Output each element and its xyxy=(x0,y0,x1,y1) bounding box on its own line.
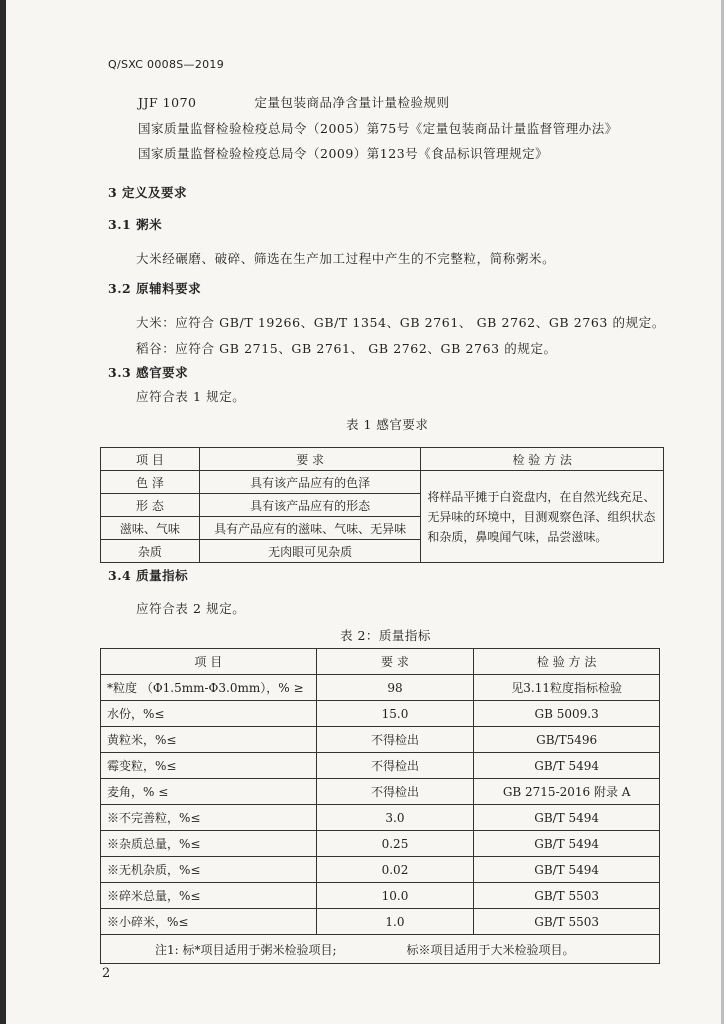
row-item: 滋味、气味 xyxy=(101,517,200,540)
table-row xyxy=(101,831,660,857)
row-item: 水份，%≤ xyxy=(101,701,317,727)
note-left: 注1: 标*项目适用于粥米检验项目; xyxy=(155,942,337,957)
table-row xyxy=(101,753,660,779)
header-requirement: 要 求 xyxy=(199,448,421,471)
table-row xyxy=(101,909,660,935)
row-requirement: 1.0 xyxy=(316,909,474,935)
table-2-caption: 表 2：质量指标 xyxy=(340,628,431,643)
header-method: 检 验 方 法 xyxy=(474,649,660,675)
section-3-4-body: 应符合表 2 规定。 xyxy=(136,601,246,616)
row-requirement: 无肉眼可见杂质 xyxy=(199,540,421,563)
row-method: GB/T 5494 xyxy=(474,753,660,779)
table-row xyxy=(101,779,660,805)
row-requirement: 0.25 xyxy=(316,831,474,857)
row-item: 霉变粒，%≤ xyxy=(101,753,317,779)
row-item: 麦角，% ≤ xyxy=(101,779,317,805)
row-method: GB/T 5503 xyxy=(474,909,660,935)
header-item: 项 目 xyxy=(101,448,200,471)
table-row xyxy=(101,857,660,883)
reference-1 xyxy=(138,93,450,111)
row-requirement: 0.02 xyxy=(316,857,474,883)
row-requirement: 不得检出 xyxy=(316,779,474,805)
document-code: Q/SXC 0008S—2019 xyxy=(108,58,225,71)
row-requirement: 不得检出 xyxy=(316,753,474,779)
table-note-row xyxy=(101,935,660,964)
header-item: 项 目 xyxy=(101,649,317,675)
reference-3: 国家质量监督检验检疫总局令（2009）第123号《食品标识管理规定》 xyxy=(138,146,549,161)
row-requirement: 具有该产品应有的形态 xyxy=(199,494,421,517)
row-item: *粒度 （Φ1.5mm-Φ3.0mm），% ≥ xyxy=(101,675,317,701)
section-3-1-body: 大米经碾磨、破碎、筛选在生产加工过程中产生的不完整粒，简称粥米。 xyxy=(136,251,556,266)
section-3-2-paddy: 稻谷：应符合 GB 2715、GB 2761、 GB 2762、GB 2763 的规定。 xyxy=(136,341,557,356)
row-requirement: 具有该产品应有的色泽 xyxy=(199,471,421,494)
row-requirement: 不得检出 xyxy=(316,727,474,753)
section-3-3-title: 3.3 感官要求 xyxy=(108,365,189,380)
method-cell: 将样品平摊于白瓷盘内，在自然光线充足、无异味的环境中，目测观察色泽、组织状态和杂质，鼻嗅闻气味，品尝滋味。 xyxy=(421,471,664,563)
row-requirement: 98 xyxy=(316,675,474,701)
row-item: 杂质 xyxy=(101,540,200,563)
scan-edge xyxy=(0,0,6,1024)
table-quality xyxy=(100,648,660,964)
row-item: 黄粒米，%≤ xyxy=(101,727,317,753)
header-method: 检 验 方 法 xyxy=(421,448,664,471)
table-header-row xyxy=(101,649,660,675)
table-row xyxy=(101,675,660,701)
reference-2: 国家质量监督检验检疫总局令（2005）第75号《定量包装商品计量监督管理办法》 xyxy=(138,121,618,136)
header-requirement: 要 求 xyxy=(316,649,474,675)
row-method: GB 2715-2016 附录 A xyxy=(474,779,660,805)
table-1-caption: 表 1 感官要求 xyxy=(346,417,429,432)
row-requirement: 10.0 xyxy=(316,883,474,909)
row-item: ※杂质总量，%≤ xyxy=(101,831,317,857)
row-method: GB 5009.3 xyxy=(474,701,660,727)
table-note xyxy=(101,935,660,964)
section-3-1-title: 3.1 粥米 xyxy=(108,217,163,232)
table-row xyxy=(101,805,660,831)
section-3-3-body: 应符合表 1 规定。 xyxy=(136,389,246,404)
row-requirement: 15.0 xyxy=(316,701,474,727)
table-row xyxy=(101,727,660,753)
row-item: 形 态 xyxy=(101,494,200,517)
row-method: 见3.11粒度指标检验 xyxy=(474,675,660,701)
reference-1-id: JJF 1070 xyxy=(138,95,197,110)
table-row xyxy=(101,471,664,494)
row-requirement: 具有产品应有的滋味、气味、无异味 xyxy=(199,517,421,540)
row-method: GB/T 5503 xyxy=(474,883,660,909)
row-method: GB/T 5494 xyxy=(474,805,660,831)
row-method: GB/T 5494 xyxy=(474,857,660,883)
section-3-2-rice: 大米：应符合 GB/T 19266、GB/T 1354、GB 2761、 GB 2762、GB 2763 的规定。 xyxy=(136,315,665,330)
table-row xyxy=(101,883,660,909)
row-method: GB/T5496 xyxy=(474,727,660,753)
page-number: 2 xyxy=(102,966,111,981)
row-method: GB/T 5494 xyxy=(474,831,660,857)
reference-1-title: 定量包装商品净含量计量检验规则 xyxy=(254,95,450,110)
table-sensory xyxy=(100,447,664,563)
section-3-title: 3 定义及要求 xyxy=(108,185,188,200)
section-3-2-title: 3.2 原辅料要求 xyxy=(108,281,202,296)
row-requirement: 3.0 xyxy=(316,805,474,831)
row-item: ※碎米总量，%≤ xyxy=(101,883,317,909)
row-item: ※无机杂质，%≤ xyxy=(101,857,317,883)
row-item: 色 泽 xyxy=(101,471,200,494)
row-item: ※小碎米，%≤ xyxy=(101,909,317,935)
section-3-4-title: 3.4 质量指标 xyxy=(108,568,189,583)
table-row xyxy=(101,701,660,727)
row-item: ※不完善粒，%≤ xyxy=(101,805,317,831)
note-right: 标※项目适用于大米检验项目。 xyxy=(406,942,575,957)
table-header-row xyxy=(101,448,664,471)
